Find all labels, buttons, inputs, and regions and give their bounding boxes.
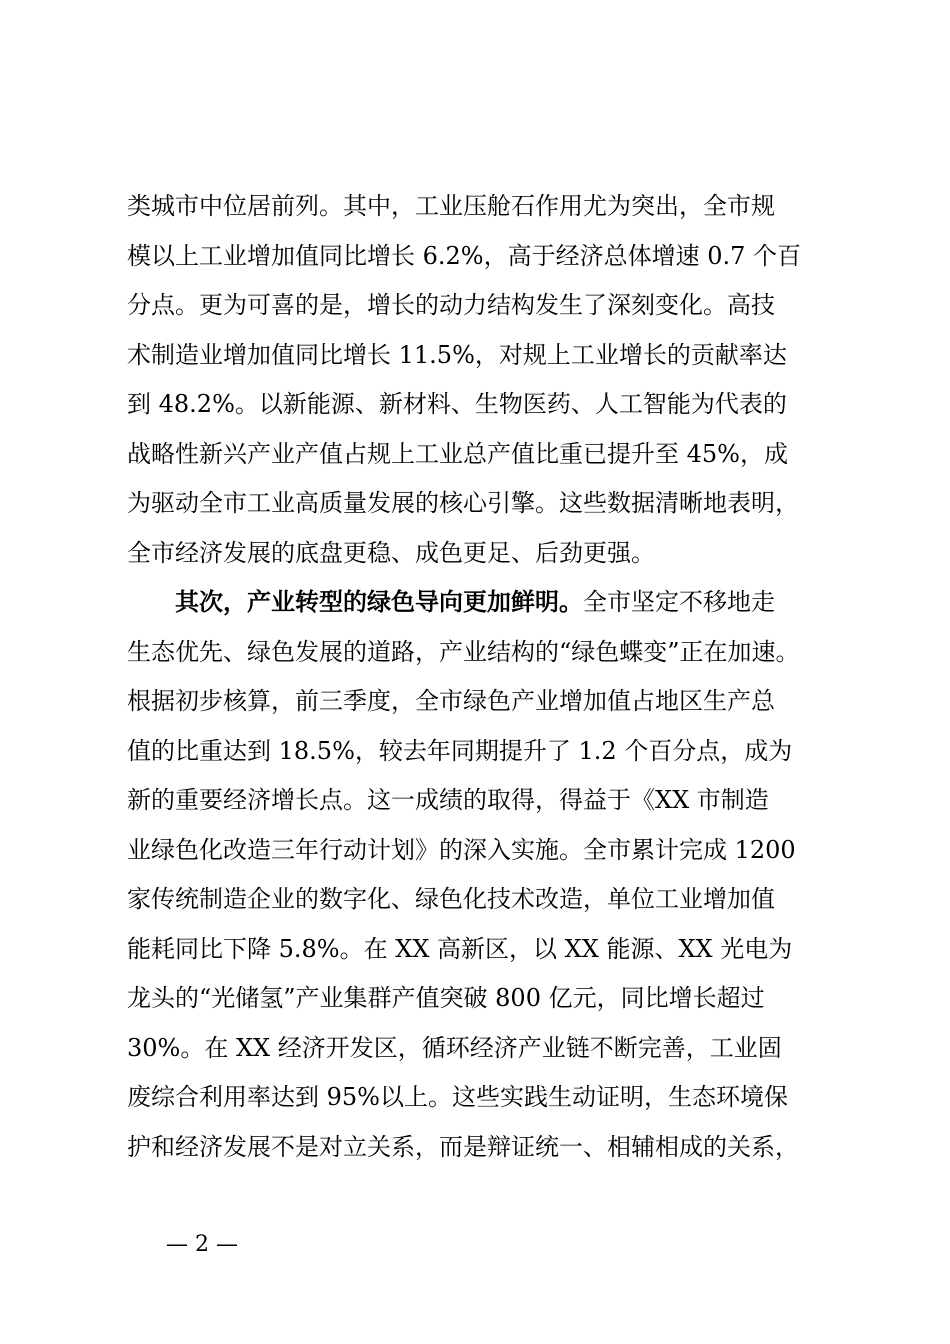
text-line: 为驱动全市工业高质量发展的核心引擎。这些数据清晰地表明， (127, 489, 799, 517)
text-line: 分点。更为可喜的是，增长的动力结构发生了深刻变化。高技 (127, 291, 775, 319)
text-line: 新的重要经济增长点。这一成绩的取得，得益于《XX 市制造 (127, 786, 769, 814)
text-line: 类城市中位居前列。其中，工业压舱石作用尤为突出，全市规 (127, 192, 775, 220)
text-line: 业绿色化改造三年行动计划》的深入实施。全市累计完成 1200 (127, 835, 796, 864)
body-text (127, 182, 842, 1172)
paragraph-2-first-line (127, 578, 842, 628)
text-line: 全市经济发展的底盘更稳、成色更足、后劲更强。 (127, 538, 655, 567)
text-line: 战略性新兴产业产值占规上工业总产值比重已提升至 45%，成 (127, 439, 788, 468)
paragraph-lead-heading: 其次，产业转型的绿色导向更加鲜明。 (175, 588, 583, 616)
text-line: 生态优先、绿色发展的道路，产业结构的“绿色蝶变”正在加速。 (127, 637, 800, 666)
page-number: — 2 — (166, 1232, 238, 1257)
text-line: 废综合利用率达到 95%以上。这些实践生动证明，生态环境保 (127, 1083, 788, 1111)
text-line: 模以上工业增加值同比增长 6.2%，高于经济总体增速 0.7 个百 (127, 241, 802, 270)
text-line: 值的比重达到 18.5%，较去年同期提升了 1.2 个百分点，成为 (127, 736, 793, 765)
text-line: 护和经济发展不是对立关系，而是辩证统一、相辅相成的关系， (127, 1132, 799, 1161)
text-line: 家传统制造企业的数字化、绿色化技术改造，单位工业增加值 (127, 885, 775, 913)
text-line: 术制造业增加值同比增长 11.5%，对规上工业增长的贡献率达 (127, 340, 787, 369)
text-line: 龙头的“光储氢”产业集群产值突破 800 亿元，同比增长超过 (127, 984, 765, 1012)
text-line: 30%。在 XX 经济开发区，循环经济产业链不断完善，工业固 (127, 1033, 782, 1062)
text-line: 到 48.2%。以新能源、新材料、生物医药、人工智能为代表的 (127, 390, 787, 418)
text-line: 能耗同比下降 5.8%。在 XX 高新区，以 XX 能源、XX 光电为 (127, 934, 793, 963)
paragraph-2-first-line-rest: 全市坚定不移地走 (583, 588, 775, 616)
text-line: 根据初步核算，前三季度，全市绿色产业增加值占地区生产总 (127, 687, 775, 715)
